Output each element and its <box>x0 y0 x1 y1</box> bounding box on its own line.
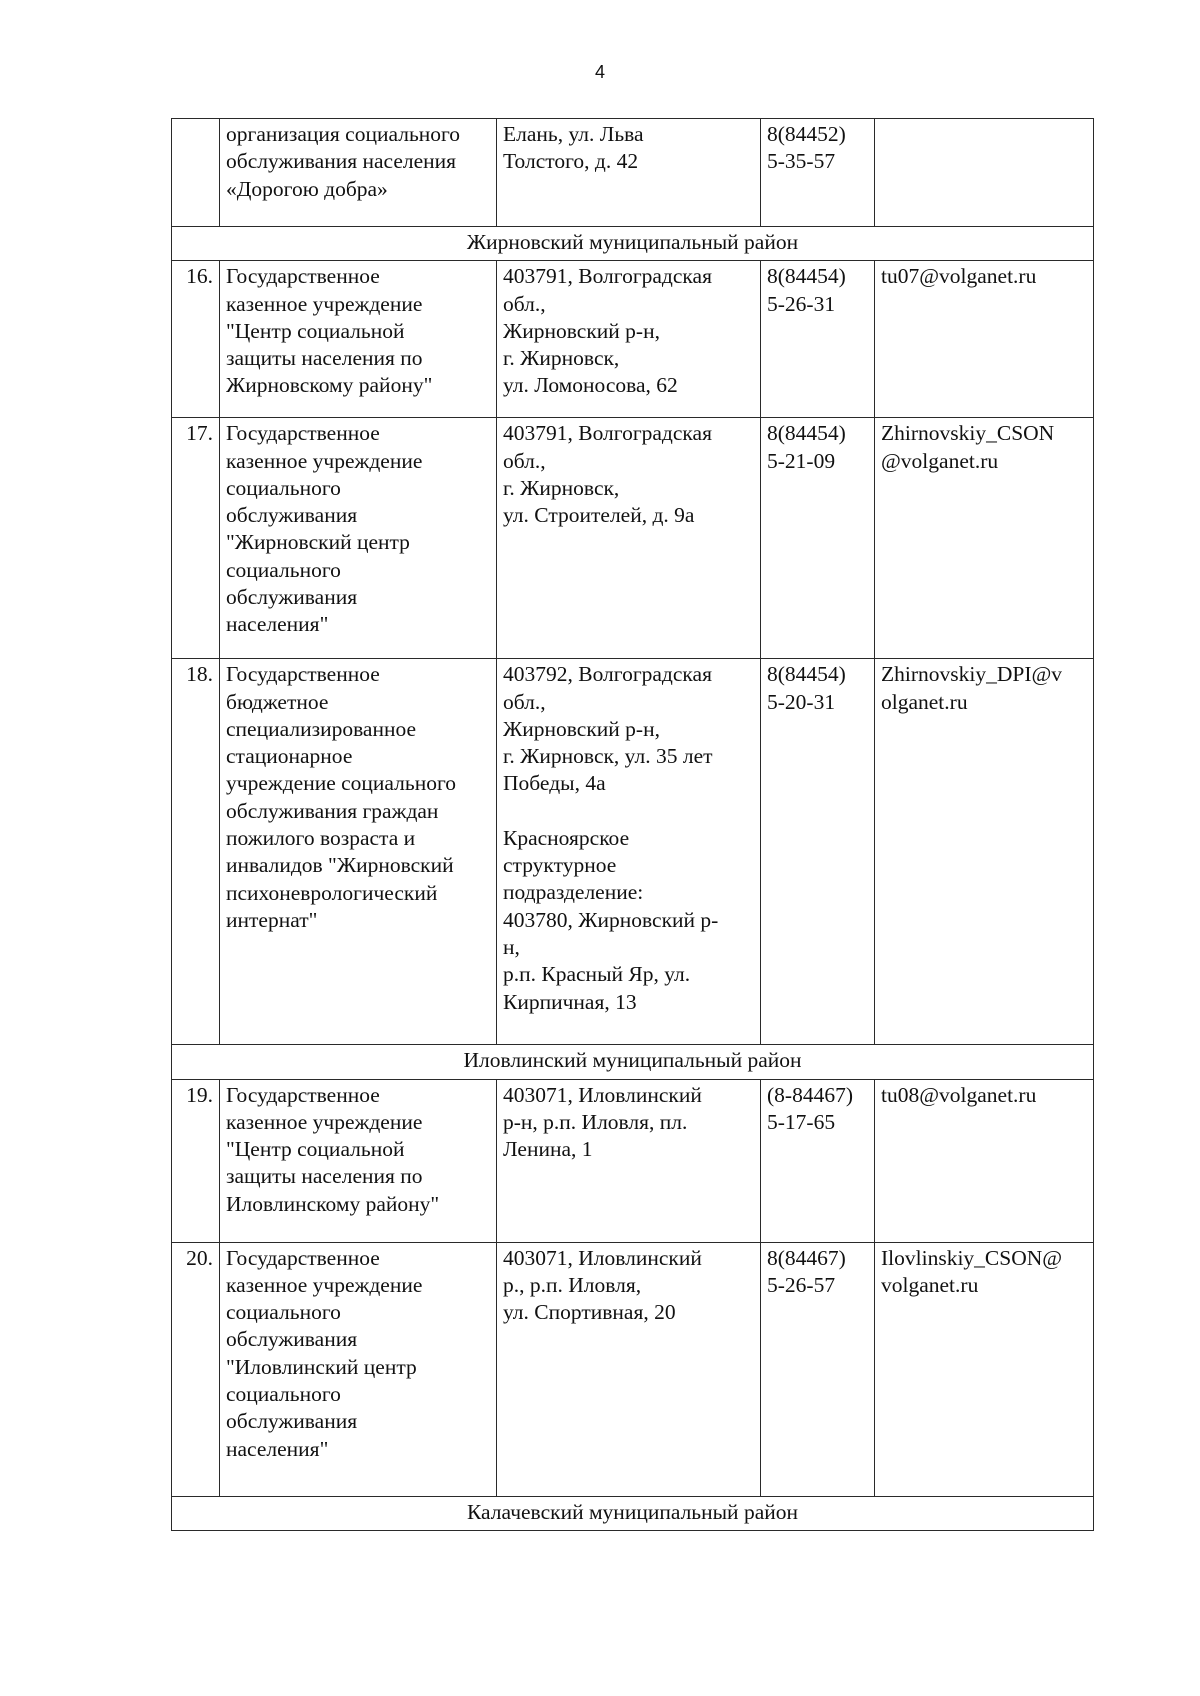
institution-name-line: населения" <box>226 1436 329 1461</box>
institution-name <box>220 1079 497 1242</box>
row-number <box>172 119 220 227</box>
institution-name <box>220 261 497 418</box>
email <box>875 119 1094 227</box>
section-row <box>172 1496 1094 1530</box>
table-row <box>172 1242 1094 1496</box>
institution-name-line: Государственное <box>226 1245 380 1270</box>
institution-name-line: пожилого возраста и <box>226 826 416 851</box>
institution-name-line: обслуживания граждан <box>226 798 439 823</box>
phone-line: 8(84454) <box>767 421 846 446</box>
address <box>497 261 761 418</box>
table-row <box>172 119 1094 227</box>
row-number: 16. <box>172 261 220 418</box>
section-row <box>172 227 1094 261</box>
phone-line: 8(84467) <box>767 1245 846 1270</box>
institution-name-line: интернат" <box>226 907 318 932</box>
address-line: подразделение: <box>503 880 644 905</box>
email-line: tu08@volganet.ru <box>881 1082 1037 1107</box>
institution-name-line: "Центр социальной <box>226 318 405 343</box>
phone-line: 5-26-31 <box>767 291 836 316</box>
phone <box>761 659 875 1045</box>
email-line: Zhirnovskiy_CSON <box>881 421 1055 446</box>
phone-line: 5-21-09 <box>767 448 836 473</box>
address-line: обл., <box>503 291 546 316</box>
row-number: 18. <box>172 659 220 1045</box>
institution-name-line: обслуживания <box>226 585 358 610</box>
address-line: ул. Ломоносова, 62 <box>503 373 678 398</box>
phone <box>761 1079 875 1242</box>
phone-line: 5-26-57 <box>767 1272 836 1297</box>
institution-name-line: Иловлинскому району" <box>226 1191 440 1216</box>
address-line: обл., <box>503 689 546 714</box>
institution-name-line: защиты населения по <box>226 346 423 371</box>
institution-name-line: учреждение социального <box>226 771 456 796</box>
institution-name-line: казенное учреждение <box>226 291 423 316</box>
row-number: 19. <box>172 1079 220 1242</box>
section-title: Калачевский муниципальный район <box>172 1496 1094 1530</box>
phone-line: 5-17-65 <box>767 1109 836 1134</box>
institution-name-line: социального <box>226 1300 341 1325</box>
section-title: Жирновский муниципальный район <box>172 227 1094 261</box>
address-line: р.п. Красный Яр, ул. <box>503 962 691 987</box>
address-line: 403791, Волгоградская <box>503 421 712 446</box>
institution-name-line: казенное учреждение <box>226 1272 423 1297</box>
address-line: 403780, Жирновский р- <box>503 907 719 932</box>
address-line: р., р.п. Иловля, <box>503 1272 642 1297</box>
institution-name-line: Государственное <box>226 1082 380 1107</box>
institution-name-line: специализированное <box>226 716 417 741</box>
phone <box>761 1242 875 1496</box>
phone <box>761 261 875 418</box>
address-line: Толстого, д. 42 <box>503 149 639 174</box>
institution-name-line: Государственное <box>226 264 380 289</box>
institutions-table <box>171 118 1094 1531</box>
email-line: @volganet.ru <box>881 448 999 473</box>
institution-name-line: стационарное <box>226 744 353 769</box>
phone-line: 5-20-31 <box>767 689 836 714</box>
institution-name-line: Государственное <box>226 662 380 687</box>
institution-name-line: обслуживания населения <box>226 149 457 174</box>
institution-name-line: обслуживания <box>226 503 358 528</box>
phone-line: 5-35-57 <box>767 149 836 174</box>
institution-name-line: социального <box>226 557 341 582</box>
institution-name <box>220 119 497 227</box>
address-line: р-н, р.п. Иловля, пл. <box>503 1109 688 1134</box>
institution-name-line: обслуживания <box>226 1409 358 1434</box>
phone-line: (8-84467) <box>767 1082 853 1107</box>
address <box>497 1242 761 1496</box>
address-line: Кирпичная, 13 <box>503 989 637 1014</box>
institution-name-line: "Жирновский центр <box>226 530 410 555</box>
address-line: Елань, ул. Льва <box>503 122 644 146</box>
institution-name-line: населения" <box>226 612 329 637</box>
institution-name-line: психоневрологический <box>226 880 438 905</box>
email <box>875 659 1094 1045</box>
address-line: ул. Строителей, д. 9а <box>503 503 695 528</box>
address-line: Жирновский р-н, <box>503 716 660 741</box>
table-row <box>172 1079 1094 1242</box>
institution-name-line: защиты населения по <box>226 1164 423 1189</box>
email-line: Zhirnovskiy_DPI@v <box>881 662 1063 687</box>
address-line: обл., <box>503 448 546 473</box>
institution-name-line: социального <box>226 475 341 500</box>
address-line: 403791, Волгоградская <box>503 264 712 289</box>
institution-name <box>220 1242 497 1496</box>
institution-name <box>220 659 497 1045</box>
institution-name-line: Государственное <box>226 421 380 446</box>
address <box>497 119 761 227</box>
institution-name-line: организация социального <box>226 122 461 146</box>
section-title: Иловлинский муниципальный район <box>172 1045 1094 1079</box>
email <box>875 1079 1094 1242</box>
address-line: ул. Спортивная, 20 <box>503 1300 676 1325</box>
institution-name-line: обслуживания <box>226 1327 358 1352</box>
page-number: 4 <box>594 62 605 82</box>
address <box>497 418 761 659</box>
email <box>875 1242 1094 1496</box>
address-line <box>503 798 754 825</box>
phone-line: 8(84454) <box>767 662 846 687</box>
address <box>497 659 761 1045</box>
email-line: Ilovlinskiy_CSON@ <box>881 1245 1063 1270</box>
email <box>875 261 1094 418</box>
phone-line: 8(84454) <box>767 264 846 289</box>
table-row <box>172 261 1094 418</box>
institution-name-line: "Центр социальной <box>226 1137 405 1162</box>
institution-name-line: казенное учреждение <box>226 448 423 473</box>
address <box>497 1079 761 1242</box>
row-number: 20. <box>172 1242 220 1496</box>
row-number: 17. <box>172 418 220 659</box>
address-line: Жирновский р-н, <box>503 318 660 343</box>
email-line: olganet.ru <box>881 689 968 714</box>
institution-name-line: бюджетное <box>226 689 329 714</box>
institution-name-line: инвалидов "Жирновский <box>226 853 454 878</box>
institution-name-line: казенное учреждение <box>226 1109 423 1134</box>
section-row <box>172 1045 1094 1079</box>
table-row <box>172 659 1094 1045</box>
address-line: н, <box>503 934 520 959</box>
institution-name-line: социального <box>226 1382 341 1407</box>
address-line: Красноярское <box>503 825 630 850</box>
phone-line: 8(84452) <box>767 122 846 146</box>
phone <box>761 418 875 659</box>
address-line: 403071, Иловлинский <box>503 1245 702 1270</box>
address-line: г. Жирновск, <box>503 346 620 371</box>
table-row <box>172 418 1094 659</box>
email <box>875 418 1094 659</box>
address-line: 403071, Иловлинский <box>503 1082 702 1107</box>
institution-name-line: "Иловлинский центр <box>226 1354 417 1379</box>
phone <box>761 119 875 227</box>
address-line: 403792, Волгоградская <box>503 662 712 687</box>
institution-name-line: «Дорогою добра» <box>226 176 388 201</box>
address-line: Победы, 4а <box>503 771 606 796</box>
address-line: г. Жирновск, <box>503 475 620 500</box>
address-line: Ленина, 1 <box>503 1137 593 1162</box>
email-line: tu07@volganet.ru <box>881 264 1037 289</box>
institution-name <box>220 418 497 659</box>
institution-name-line: Жирновскому району" <box>226 373 433 398</box>
address-line: структурное <box>503 853 617 878</box>
address-line: г. Жирновск, ул. 35 лет <box>503 744 713 769</box>
email-line: volganet.ru <box>881 1272 979 1297</box>
